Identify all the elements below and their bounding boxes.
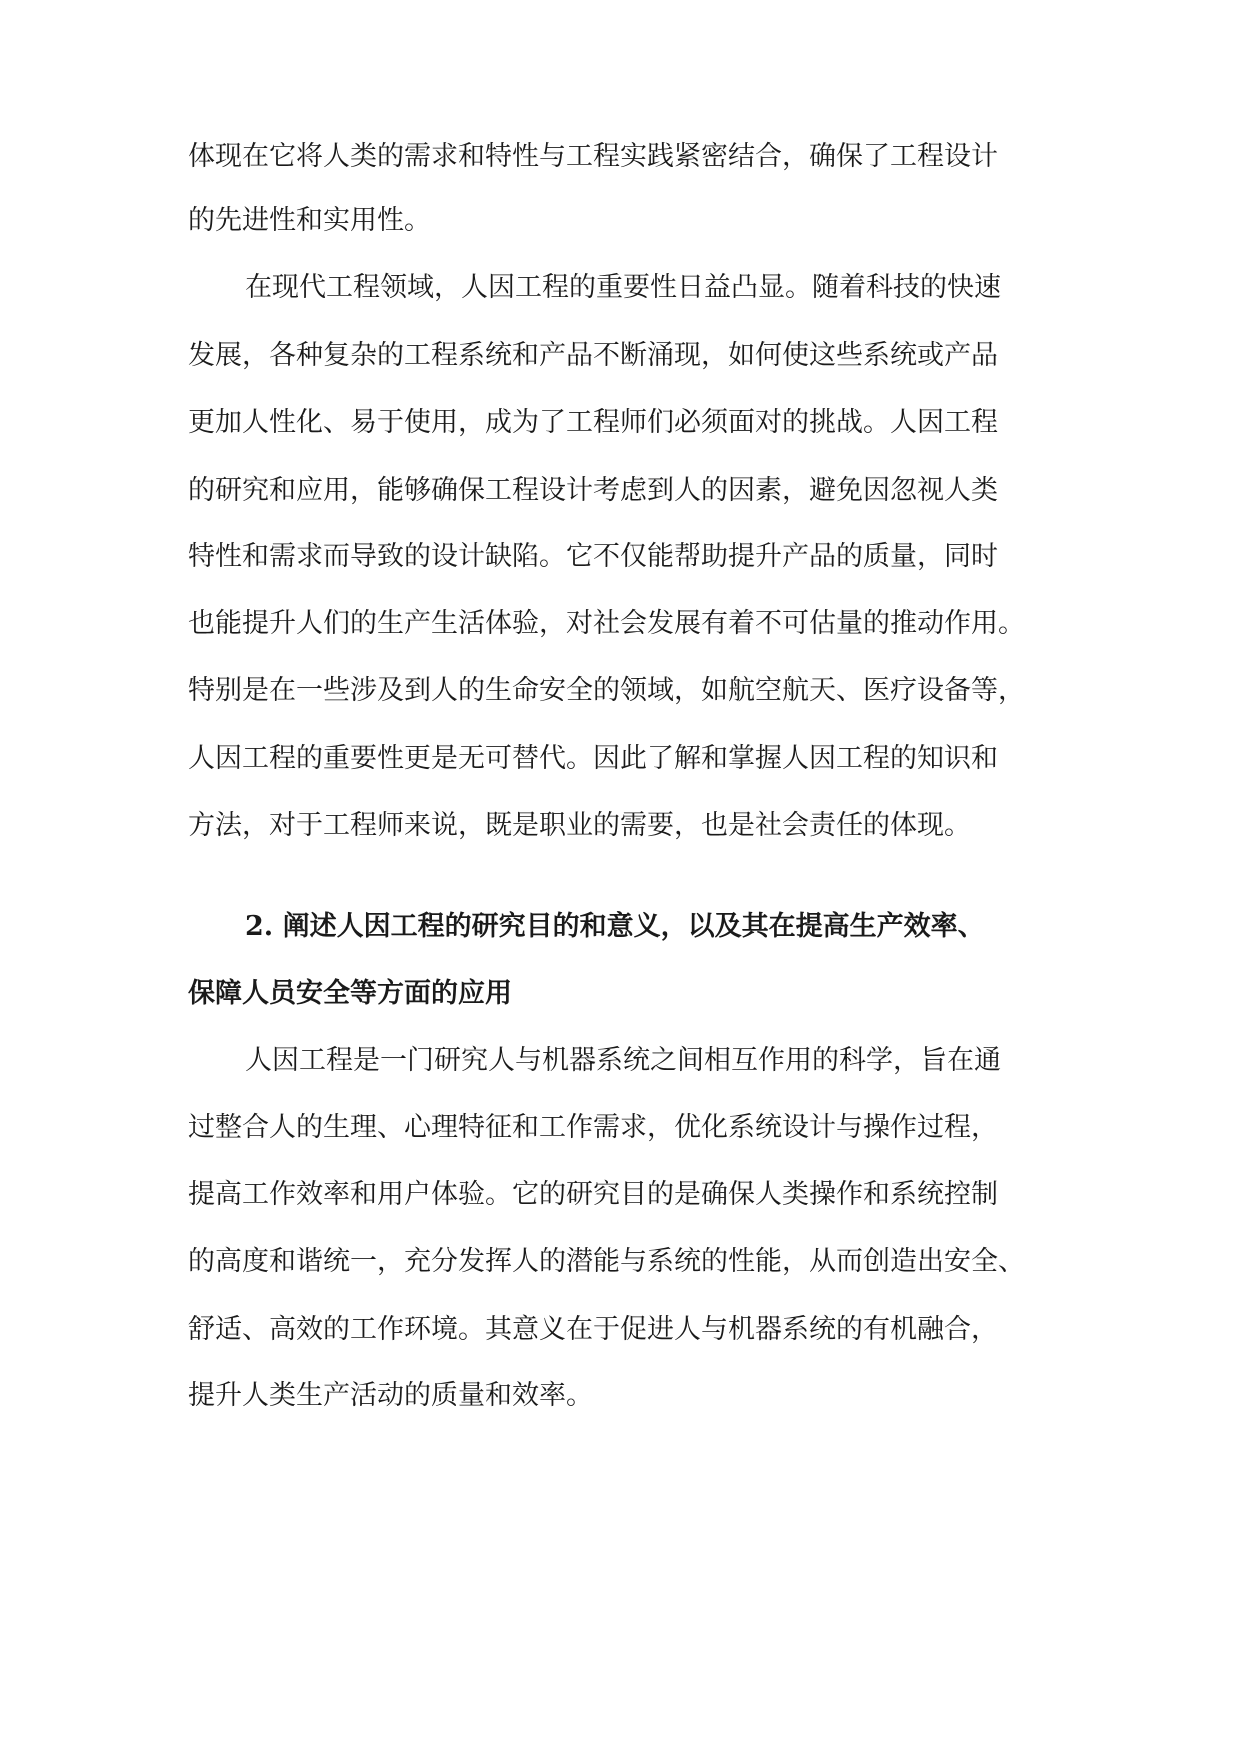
- paragraph-line: 提升人类生产活动的质量和效率。: [188, 1380, 593, 1411]
- paragraph-line: 提高工作效率和用户体验。它的研究目的是确保人类操作和系统控制: [188, 1179, 998, 1210]
- paragraph-line: 发展，各种复杂的工程系统和产品不断涌现，如何使这些系统或产品: [188, 340, 998, 371]
- paragraph-line: 特性和需求而导致的设计缺陷。它不仅能帮助提升产品的质量，同时: [188, 541, 998, 572]
- heading-line: 保障人员安全等方面的应用: [188, 978, 512, 1009]
- paragraph-line: 体现在它将人类的需求和特性与工程实践紧密结合，确保了工程设计: [188, 141, 998, 172]
- paragraph-line: 过整合人的生理、心理特征和工作需求，优化系统设计与操作过程，: [188, 1112, 998, 1143]
- paragraph-line: 的研究和应用，能够确保工程设计考虑到人的因素，避免因忽视人类: [188, 475, 998, 506]
- paragraph-line: 人因工程的重要性更是无可替代。因此了解和掌握人因工程的知识和: [188, 743, 998, 774]
- heading-line: 2. 阐述人因工程的研究目的和意义，以及其在提高生产效率、: [245, 911, 985, 942]
- paragraph-line: 舒适、高效的工作环境。其意义在于促进人与机器系统的有机融合，: [188, 1314, 998, 1345]
- paragraph-line: 更加人性化、易于使用，成为了工程师们必须面对的挑战。人因工程: [188, 407, 998, 438]
- paragraph-line: 特别是在一些涉及到人的生命安全的领域，如航空航天、医疗设备等，: [188, 675, 1025, 706]
- paragraph-line: 在现代工程领域，人因工程的重要性日益凸显。随着科技的快速: [245, 272, 1001, 303]
- paragraph-line: 人因工程是一门研究人与机器系统之间相互作用的科学，旨在通: [245, 1045, 1001, 1076]
- paragraph-line: 的先进性和实用性。: [188, 205, 431, 236]
- paragraph-line: 方法，对于工程师来说，既是职业的需要，也是社会责任的体现。: [188, 810, 971, 841]
- paragraph-line: 也能提升人们的生产生活体验，对社会发展有着不可估量的推动作用。: [188, 608, 1025, 639]
- paragraph-line: 的高度和谐统一，充分发挥人的潜能与系统的性能，从而创造出安全、: [188, 1246, 1025, 1277]
